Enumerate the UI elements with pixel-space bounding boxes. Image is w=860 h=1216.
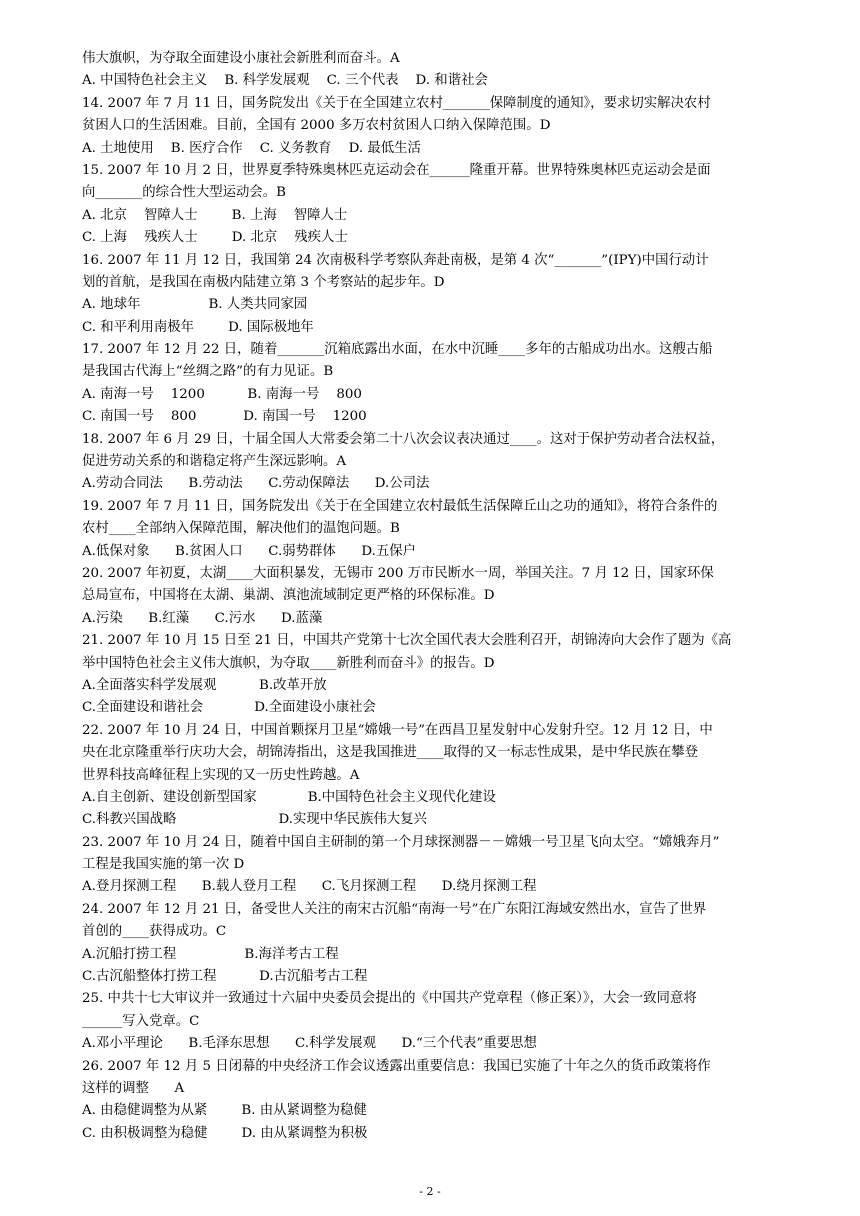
- text-line: C. 和平利用南极年 D. 国际极地年: [82, 319, 314, 335]
- text-line: 25. 中共十七大审议并一致通过十六届中央委员会提出的《中国共产党章程（修正案）》，大会一致同意将: [82, 991, 697, 1007]
- text-line: C. 南国一号 800 D. 南国一号 1200: [82, 409, 367, 425]
- text-line: 促进劳动关系的和谐稳定将产生深远影响。A: [82, 454, 347, 470]
- text-line: C.科教兴国战略 D.实现中华民族伟大复兴: [82, 812, 427, 828]
- text-line: C. 由积极调整为稳健 D. 由从紧调整为积极: [82, 1125, 368, 1141]
- text-line: 21. 2007 年 10 月 15 日至 21 日，中国共产党第十七次全国代表大会胜利召开，胡锦涛向大会作了题为《高: [82, 633, 732, 649]
- text-line: 26. 2007 年 12 月 5 日闭幕的中央经济工作会议透露出重要信息：我国已实施了十年之久的货币政策将作: [82, 1058, 711, 1074]
- text-line: 举中国特色社会主义伟大旗帜，为夺取____新胜利而奋斗》的报告。D: [82, 655, 495, 671]
- text-line: A. 北京 智障人士 B. 上海 智障人士: [82, 207, 348, 223]
- text-line: A.劳动合同法 B.劳动法 C.劳动保障法 D.公司法: [82, 476, 430, 492]
- text-line: A.沉船打捞工程 B.海洋考古工程: [82, 946, 339, 962]
- text-line: 15. 2007 年 10 月 2 日，世界夏季特殊奥林匹克运动会在______隆重开幕。世界特殊奥林匹克运动会是面: [82, 162, 711, 178]
- text-line: 19. 2007 年 7 月 11 日，国务院发出《关于在全国建立农村最低生活保障丘山之功的通知》，将符合条件的: [82, 498, 718, 514]
- text-line: 22. 2007 年 10 月 24 日，中国首颗探月卫星“嫦娥一号”在西昌卫星发射中心发射升空。12 月 12 日，中: [82, 722, 713, 738]
- text-line: C.全面建设和谐社会 D.全面建设小康社会: [82, 700, 376, 716]
- text-line: 向_______的综合性大型运动会。B: [82, 185, 287, 201]
- text-line: A.污染 B.红藻 C.污水 D.蓝藻: [82, 610, 323, 626]
- text-line: 16. 2007 年 11 月 12 日，我国第 24 次南极科学考察队奔赴南极，是第 4 次“_______”(IPY)中国行动计: [82, 252, 709, 268]
- text-line: 20. 2007 年初夏，太湖____大面积暴发，无锡市 200 万市民断水一周，举国关注。7 月 12 日，国家环保: [82, 565, 714, 581]
- text-line: A.自主创新、建设创新型国家 B.中国特色社会主义现代化建设: [82, 789, 496, 805]
- text-line: ______写入党章。C: [82, 1013, 200, 1029]
- document-body: [82, 48, 784, 1145]
- text-line: C. 上海 残疾人士 D. 北京 残疾人士: [82, 230, 348, 246]
- text-line: 是我国古代海上“丝绸之路”的有力见证。B: [82, 364, 334, 380]
- text-line: A. 由稳健调整为从紧 B. 由从紧调整为稳健: [82, 1103, 367, 1119]
- text-line: A. 地球年 B. 人类共同家园: [82, 297, 308, 313]
- text-line: 这样的调整 A: [82, 1080, 185, 1096]
- text-line: 世界科技高峰征程上实现的又一历史性跨越。A: [82, 767, 360, 783]
- text-line: 贫困人口的生活困难。目前，全国有 2000 多万农村贫困人口纳入保障范围。D: [82, 118, 551, 134]
- page-number: - 2 -: [419, 1185, 441, 1198]
- text-line: A.登月探测工程 B.载人登月工程 C.飞月探测工程 D.绕月探测工程: [82, 879, 537, 895]
- text-line: 14. 2007 年 7 月 11 日，国务院发出《关于在全国建立农村_______保障制度的通知》，要求切实解决农村: [82, 95, 711, 111]
- text-line: 伟大旗帜，为夺取全面建设小康社会新胜利而奋斗。A: [82, 51, 400, 66]
- text-line: 18. 2007 年 6 月 29 日，十届全国人大常委会第二十八次会议表决通过____。这对于保护劳动者合法权益，: [82, 431, 725, 447]
- text-line: 央在北京隆重举行庆功大会，胡锦涛指出，这是我国推进____取得的又一标志性成果，是中华民族在攀登: [82, 745, 698, 761]
- text-line: A.全面落实科学发展观 B.改革开放: [82, 677, 327, 693]
- text-line: A. 中国特色社会主义 B. 科学发展观 C. 三个代表 D. 和谐社会: [82, 73, 488, 89]
- text-line: 划的首航，是我国在南极内陆建立第 3 个考察站的起步年。D: [82, 274, 445, 290]
- text-line: A. 土地使用 B. 医疗合作 C. 义务教育 D. 最低生活: [82, 140, 421, 156]
- text-line: C.古沉船整体打捞工程 D.古沉船考古工程: [82, 969, 368, 985]
- text-line: A.低保对象 B.贫困人口 C.弱势群体 D.五保户: [82, 543, 417, 559]
- text-line: 24. 2007 年 12 月 21 日，备受世人关注的南宋古沉船“南海一号”在广东阳江海域安然出水，宣告了世界: [82, 901, 707, 917]
- text-line: 工程是我国实施的第一次 D: [82, 857, 245, 873]
- text-line: A. 南海一号 1200 B. 南海一号 800: [82, 386, 362, 402]
- text-line: 17. 2007 年 12 月 22 日，随着_______沉箱底露出水面，在水中沉睡____多年的古船成功出水。这艘古船: [82, 342, 713, 358]
- text-line: 首创的____获得成功。C: [82, 924, 227, 940]
- text-line: 总局宣布，中国将在太湖、巢湖、滇池流域制定更严格的环保标准。D: [82, 588, 495, 604]
- text-line: 23. 2007 年 10 月 24 日，随着中国自主研制的第一个月球探测器－－嫦娥一号卫星飞向太空。“嫦娥奔月”: [82, 834, 720, 850]
- text-line: A.邓小平理论 B.毛泽东思想 C.科学发展观 D.“三个代表”重要思想: [82, 1036, 537, 1052]
- text-line: 农村____全部纳入保障范围，解决他们的温饱问题。B: [82, 521, 400, 537]
